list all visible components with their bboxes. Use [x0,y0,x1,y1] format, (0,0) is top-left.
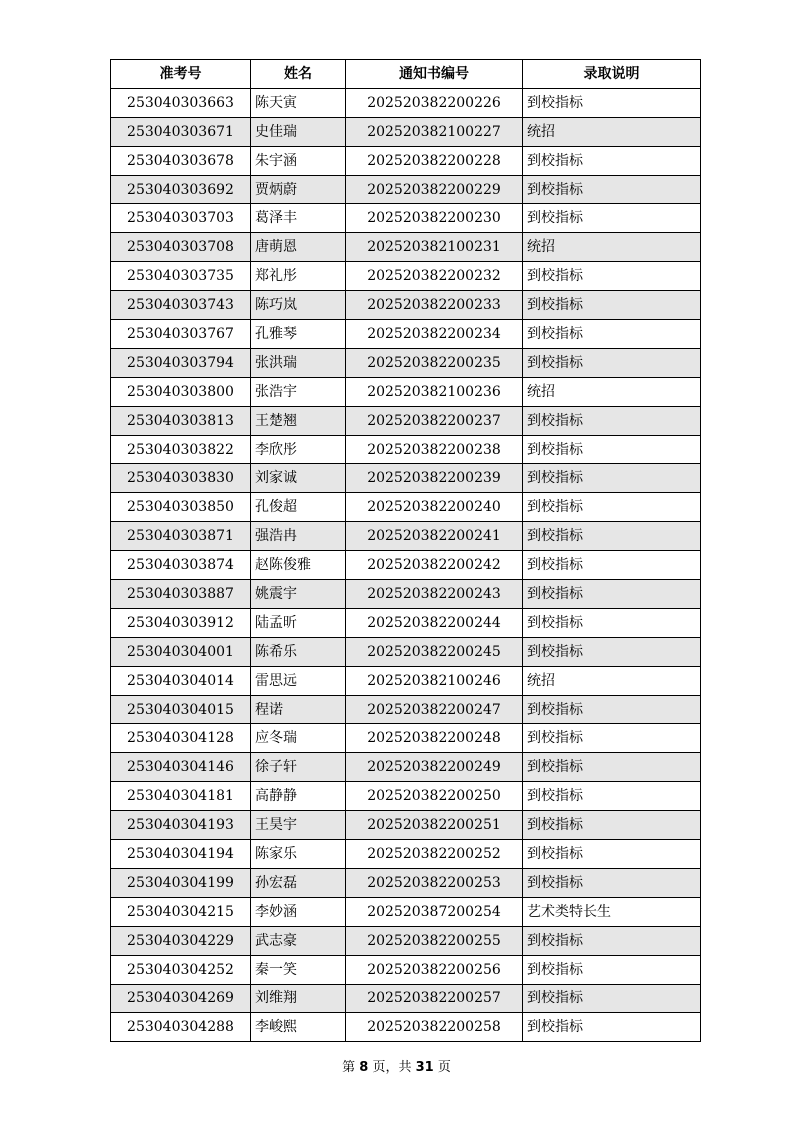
name-cell: 葛泽丰 [251,204,346,233]
table-row [111,580,701,609]
notice-number-cell: 202520382200248 [346,724,523,753]
notice-number-cell: 202520382200252 [346,840,523,869]
notice-number-cell: 202520382100227 [346,117,523,146]
notice-number-cell: 202520382200235 [346,348,523,377]
table-row [111,926,701,955]
notice-number-cell: 202520382200240 [346,493,523,522]
name-cell: 雷思远 [251,666,346,695]
name-cell: 唐萌恩 [251,233,346,262]
table-header [111,60,701,89]
admission-note-cell: 统招 [523,233,701,262]
notice-number-cell: 202520382200255 [346,926,523,955]
name-cell: 郑礼彤 [251,262,346,291]
notice-number-cell: 202520382200245 [346,637,523,666]
admission-note-cell: 艺术类特长生 [523,897,701,926]
admission-table [110,59,701,1042]
admission-note-cell: 到校指标 [523,984,701,1013]
admission-note-cell: 到校指标 [523,926,701,955]
notice-number-cell: 202520382200238 [346,435,523,464]
footer-middle: 页，共 [372,1060,412,1075]
exam-number-cell: 253040303912 [111,608,251,637]
notice-number-cell: 202520382200256 [346,955,523,984]
table-row [111,146,701,175]
name-cell: 王昊宇 [251,811,346,840]
notice-number-cell: 202520382200257 [346,984,523,1013]
table-row [111,522,701,551]
name-cell: 李欣彤 [251,435,346,464]
notice-number-cell: 202520382100231 [346,233,523,262]
admission-note-cell: 到校指标 [523,840,701,869]
admission-note-cell: 到校指标 [523,868,701,897]
exam-number-cell: 253040303813 [111,406,251,435]
table-row [111,753,701,782]
footer-page-number: 8 [359,1060,369,1075]
admission-note-cell: 到校指标 [523,146,701,175]
name-cell: 程诺 [251,695,346,724]
table-row [111,608,701,637]
name-cell: 陈天寅 [251,88,346,117]
admission-note-cell: 到校指标 [523,551,701,580]
notice-number-cell: 202520382200228 [346,146,523,175]
table-row [111,840,701,869]
exam-number-cell: 253040304181 [111,782,251,811]
exam-number-cell: 253040304199 [111,868,251,897]
admission-note-cell: 到校指标 [523,406,701,435]
table-row [111,637,701,666]
notice-number-cell: 202520382200229 [346,175,523,204]
name-cell: 李妙涵 [251,897,346,926]
admission-note-cell: 统招 [523,377,701,406]
footer-total-pages: 31 [415,1060,434,1075]
exam-number-cell: 253040303708 [111,233,251,262]
exam-number-cell: 253040303887 [111,580,251,609]
exam-number-cell: 253040304252 [111,955,251,984]
admission-note-cell: 到校指标 [523,1013,701,1042]
name-cell: 孙宏磊 [251,868,346,897]
table-row [111,868,701,897]
name-cell: 刘维翔 [251,984,346,1013]
notice-number-cell: 202520382200239 [346,464,523,493]
notice-number-cell: 202520382200230 [346,204,523,233]
table-row [111,551,701,580]
name-cell: 陆孟昕 [251,608,346,637]
name-cell: 朱宇涵 [251,146,346,175]
exam-number-cell: 253040304288 [111,1013,251,1042]
table-row [111,175,701,204]
admission-note-cell: 到校指标 [523,955,701,984]
exam-number-cell: 253040303692 [111,175,251,204]
name-cell: 刘家诚 [251,464,346,493]
exam-number-cell: 253040304146 [111,753,251,782]
name-cell: 武志豪 [251,926,346,955]
name-cell: 姚震宇 [251,580,346,609]
table-row [111,320,701,349]
table-row [111,984,701,1013]
table-row [111,724,701,753]
table-row [111,435,701,464]
table-row [111,464,701,493]
name-cell: 陈巧岚 [251,291,346,320]
name-cell: 史佳瑞 [251,117,346,146]
notice-number-cell: 202520382200237 [346,406,523,435]
footer-prefix: 第 [342,1060,356,1075]
notice-number-cell: 202520382200243 [346,580,523,609]
admission-note-cell: 到校指标 [523,782,701,811]
notice-number-cell: 202520382200244 [346,608,523,637]
header-exam-number: 准考号 [111,60,251,89]
table-row [111,1013,701,1042]
name-cell: 张浩宇 [251,377,346,406]
admission-note-cell: 到校指标 [523,695,701,724]
table-row [111,897,701,926]
exam-number-cell: 253040303703 [111,204,251,233]
exam-number-cell: 253040304015 [111,695,251,724]
admission-note-cell: 到校指标 [523,291,701,320]
notice-number-cell: 202520382200250 [346,782,523,811]
exam-number-cell: 253040303800 [111,377,251,406]
notice-number-cell: 202520382200249 [346,753,523,782]
footer-suffix: 页 [437,1060,451,1075]
table-row [111,291,701,320]
admission-note-cell: 到校指标 [523,88,701,117]
table-row [111,233,701,262]
exam-number-cell: 253040303830 [111,464,251,493]
admission-note-cell: 到校指标 [523,608,701,637]
notice-number-cell: 202520382100236 [346,377,523,406]
admission-note-cell: 到校指标 [523,637,701,666]
exam-number-cell: 253040304001 [111,637,251,666]
exam-number-cell: 253040304128 [111,724,251,753]
table-body [111,88,701,1041]
exam-number-cell: 253040303767 [111,320,251,349]
name-cell: 陈希乐 [251,637,346,666]
exam-number-cell: 253040304194 [111,840,251,869]
notice-number-cell: 202520382200232 [346,262,523,291]
admission-note-cell: 到校指标 [523,580,701,609]
exam-number-cell: 253040303671 [111,117,251,146]
table-row [111,695,701,724]
notice-number-cell: 202520387200254 [346,897,523,926]
notice-number-cell: 202520382100246 [346,666,523,695]
exam-number-cell: 253040303871 [111,522,251,551]
exam-number-cell: 253040304229 [111,926,251,955]
notice-number-cell: 202520382200253 [346,868,523,897]
table-row [111,406,701,435]
table-row [111,782,701,811]
admission-note-cell: 到校指标 [523,262,701,291]
name-cell: 张洪瑞 [251,348,346,377]
name-cell: 李峻熙 [251,1013,346,1042]
admission-note-cell: 统招 [523,117,701,146]
admission-note-cell: 到校指标 [523,493,701,522]
notice-number-cell: 202520382200234 [346,320,523,349]
admission-note-cell: 到校指标 [523,464,701,493]
name-cell: 陈家乐 [251,840,346,869]
name-cell: 孔雅琴 [251,320,346,349]
exam-number-cell: 253040303850 [111,493,251,522]
exam-number-cell: 253040303874 [111,551,251,580]
notice-number-cell: 202520382200233 [346,291,523,320]
exam-number-cell: 253040303735 [111,262,251,291]
admission-note-cell: 到校指标 [523,348,701,377]
admission-note-cell: 到校指标 [523,753,701,782]
header-notice-number: 通知书编号 [346,60,523,89]
admission-note-cell: 到校指标 [523,522,701,551]
exam-number-cell: 253040304215 [111,897,251,926]
notice-number-cell: 202520382200241 [346,522,523,551]
name-cell: 孔俊超 [251,493,346,522]
table-row [111,811,701,840]
table-row [111,117,701,146]
admission-note-cell: 到校指标 [523,435,701,464]
notice-number-cell: 202520382200251 [346,811,523,840]
exam-number-cell: 253040304014 [111,666,251,695]
admission-note-cell: 到校指标 [523,811,701,840]
admission-note-cell: 到校指标 [523,724,701,753]
name-cell: 强浩冉 [251,522,346,551]
table-row [111,666,701,695]
name-cell: 贾炳蔚 [251,175,346,204]
page-footer [0,1056,793,1075]
notice-number-cell: 202520382200242 [346,551,523,580]
table-row [111,955,701,984]
table-row [111,262,701,291]
header-name: 姓名 [251,60,346,89]
header-row [111,60,701,89]
exam-number-cell: 253040304269 [111,984,251,1013]
name-cell: 徐子轩 [251,753,346,782]
exam-number-cell: 253040303822 [111,435,251,464]
name-cell: 秦一笑 [251,955,346,984]
table-row [111,88,701,117]
table-row [111,204,701,233]
table-row [111,348,701,377]
exam-number-cell: 253040303794 [111,348,251,377]
exam-number-cell: 253040303678 [111,146,251,175]
exam-number-cell: 253040303663 [111,88,251,117]
name-cell: 应冬瑞 [251,724,346,753]
name-cell: 赵陈俊雅 [251,551,346,580]
table-row [111,377,701,406]
admission-note-cell: 到校指标 [523,320,701,349]
name-cell: 高静静 [251,782,346,811]
header-admission-note: 录取说明 [523,60,701,89]
exam-number-cell: 253040304193 [111,811,251,840]
exam-number-cell: 253040303743 [111,291,251,320]
admission-note-cell: 到校指标 [523,175,701,204]
admission-note-cell: 统招 [523,666,701,695]
admission-note-cell: 到校指标 [523,204,701,233]
table-row [111,493,701,522]
notice-number-cell: 202520382200258 [346,1013,523,1042]
notice-number-cell: 202520382200226 [346,88,523,117]
name-cell: 王楚翘 [251,406,346,435]
notice-number-cell: 202520382200247 [346,695,523,724]
